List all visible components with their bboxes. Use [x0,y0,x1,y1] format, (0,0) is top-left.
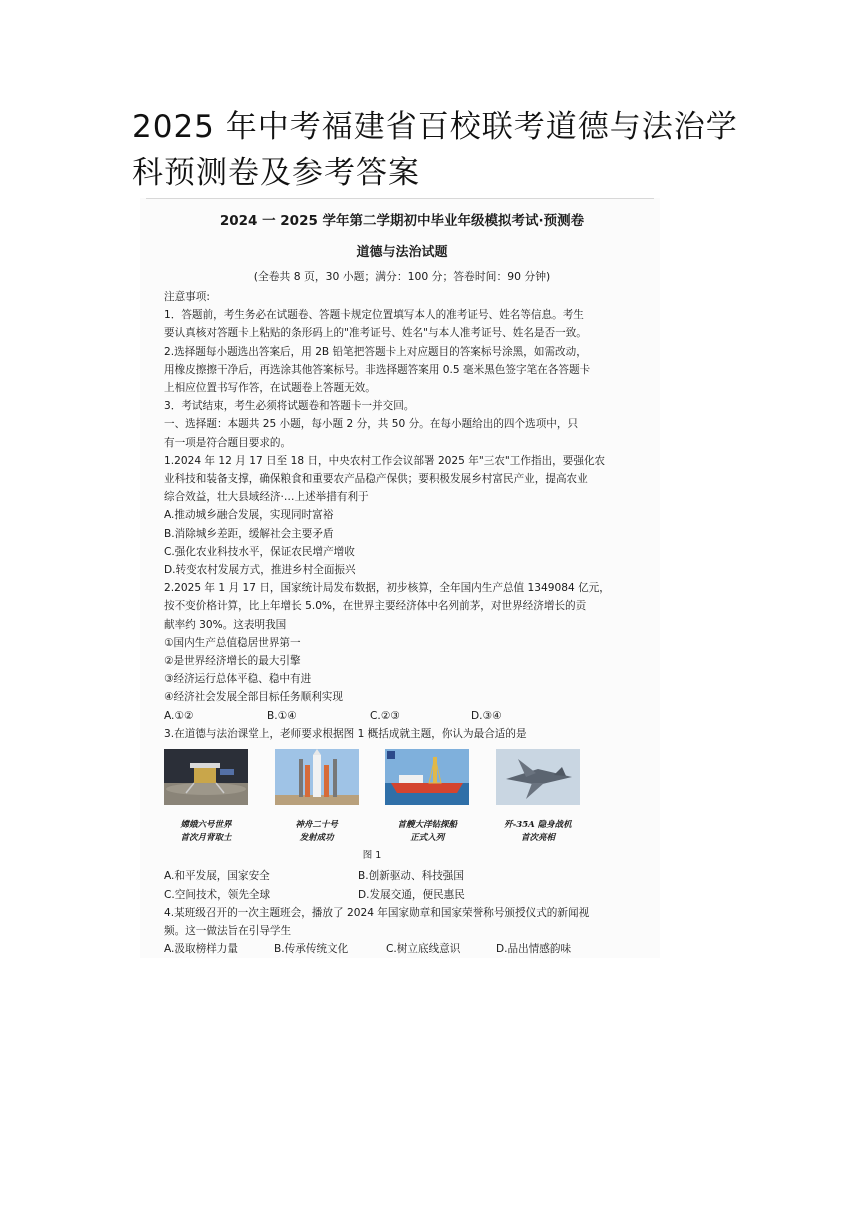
q1-stem: 1.2024 年 12 月 17 日至 18 日，中央农村工作会议部署 2025 年"三农"工作指出，要强化农 [164,454,606,467]
q2-option-b: B.①④ [267,709,297,722]
q4-option-c: C.树立底线意识 [386,943,461,956]
q2-item: ④经济社会发展全部目标任务顺利实现 [164,691,343,704]
caption-line: 首次月背取土 [180,833,232,844]
q1-option-a: A.推动城乡融合发展，实现同时富裕 [164,509,334,522]
drilling-ship-photo [385,749,469,805]
figure-caption [164,819,248,845]
q1-stem: 综合效益，壮大县域经济·…上述举措有利于 [164,491,369,504]
q3-option-a: A.和平发展，国家安全 [164,870,270,883]
q1-option-d: D.转变农村发展方式，推进乡村全面振兴 [164,564,356,577]
q1-stem: 业科技和装备支撑，确保粮食和重要农产品稳产保供；要积极发展乡村富民产业，提高农业 [164,473,588,486]
q4-stem: 频。这一做法旨在引导学生 [164,925,292,938]
caption-line: 神舟二十号 [295,820,338,831]
caption-line: 首艘大洋钻探船 [397,820,458,831]
notes-line: 上相应位置书写作答，在试题卷上答题无效。 [164,382,376,395]
exam-subject: 道德与法治试题 [356,245,448,260]
q2-item: ②是世界经济增长的最大引擎 [164,655,301,668]
q1-option-b: B.消除城乡差距，缓解社会主要矛盾 [164,527,334,540]
q3-option-c: C.空间技术，领先全球 [164,888,271,901]
q4-option-a: A.汲取榜样力量 [164,943,238,956]
figure-label: 图 1 [362,850,382,862]
caption-line: 首次亮相 [520,833,555,844]
section-instruction: 有一项是符合题目要求的。 [164,436,292,449]
figure-caption [275,819,359,845]
rocket-launch-photo [275,749,359,805]
caption-line: 正式入列 [410,833,445,844]
figure-item [385,749,469,845]
q4-stem: 4.某班级召开的一次主题班会，播放了 2024 年国家勋章和国家荣誉称号颁授仪式的新闻视 [164,906,590,919]
q2-item: ③经济运行总体平稳、稳中有进 [164,673,312,686]
stealth-fighter-photo [496,749,580,805]
q2-option-c: C.②③ [370,709,400,722]
header-rule [146,198,654,199]
caption-line: 嫦娥六号世界 [180,820,232,831]
q4-option-b: B.传承传统文化 [274,943,349,956]
document-title: 2025 年中考福建省百校联考道德与法治学科预测卷及参考答案 [132,109,738,191]
notes-line: 1．答题前，考生务必在试题卷、答题卡规定位置填写本人的准考证号、姓名等信息。考生 [164,309,584,322]
figure-1-images [164,749,580,845]
notes-heading: 注意事项: [164,291,210,303]
exam-meta: (全卷共 8 页，30 小题；满分：100 分；答卷时间：90 分钟) [253,270,551,283]
caption-line: 发射成功 [299,833,334,844]
q2-item: ①国内生产总值稳居世界第一 [164,636,301,649]
q3-option-b: B.创新驱动、科技强国 [358,870,464,883]
q2-option-a: A.①② [164,709,194,722]
q3-stem: 3.在道德与法治课堂上，老师要求根据图 1 概括成就主题，你认为最合适的是 [164,727,527,740]
caption-line: 歼-35A 隐身战机 [504,820,572,831]
figure-item [164,749,248,845]
notes-line: 用橡皮擦擦干净后，再选涂其他答案标号。非选择题答案用 0.5 毫米黑色签字笔在各答题卡 [164,363,591,376]
figure-item [496,749,580,845]
lunar-lander-photo [164,749,248,805]
figure-item [275,749,359,845]
q2-option-d: D.③④ [471,709,502,722]
q4-options [164,940,640,958]
q4-option-d: D.品出情感韵味 [496,943,572,956]
notes-line: 2.选择题每小题选出答案后，用 2B 铅笔把答题卡上对应题目的答案标号涂黑，如需改动， [164,345,587,358]
notes-line: 要认真核对答题卡上粘贴的条形码上的"准考证号、姓名"与本人准考证号、姓名是否一致。 [164,327,587,340]
q2-stem: 2.2025 年 1 月 17 日，国家统计局发布数据，初步核算，全年国内生产总值 1349084 亿元， [164,582,610,595]
scanned-exam-page [140,198,660,958]
section-instruction: 一、选择题：本题共 25 小题，每小题 2 分，共 50 分。在每小题给出的四个选项中，只 [164,418,579,431]
exam-content [164,210,640,959]
q3-option-d: D.发展交通，便民惠民 [358,888,465,901]
exam-title: 2024 一 2025 学年第二学期初中毕业年级模拟考试·预测卷 [219,213,585,229]
q2-options [164,707,640,725]
q2-stem: 按不变价格计算，比上年增长 5.0%，在世界主要经济体中名列前茅，对世界经济增长的贡 [164,600,587,613]
q1-option-c: C.强化农业科技水平，保证农民增产增收 [164,545,355,558]
figure-caption [496,819,580,845]
q3-options [164,867,640,903]
q2-stem: 献率约 30%。这表明我国 [164,618,287,631]
figure-caption [385,819,469,845]
notes-line: 3．考试结束，考生必须将试题卷和答题卡一并交回。 [164,400,415,413]
